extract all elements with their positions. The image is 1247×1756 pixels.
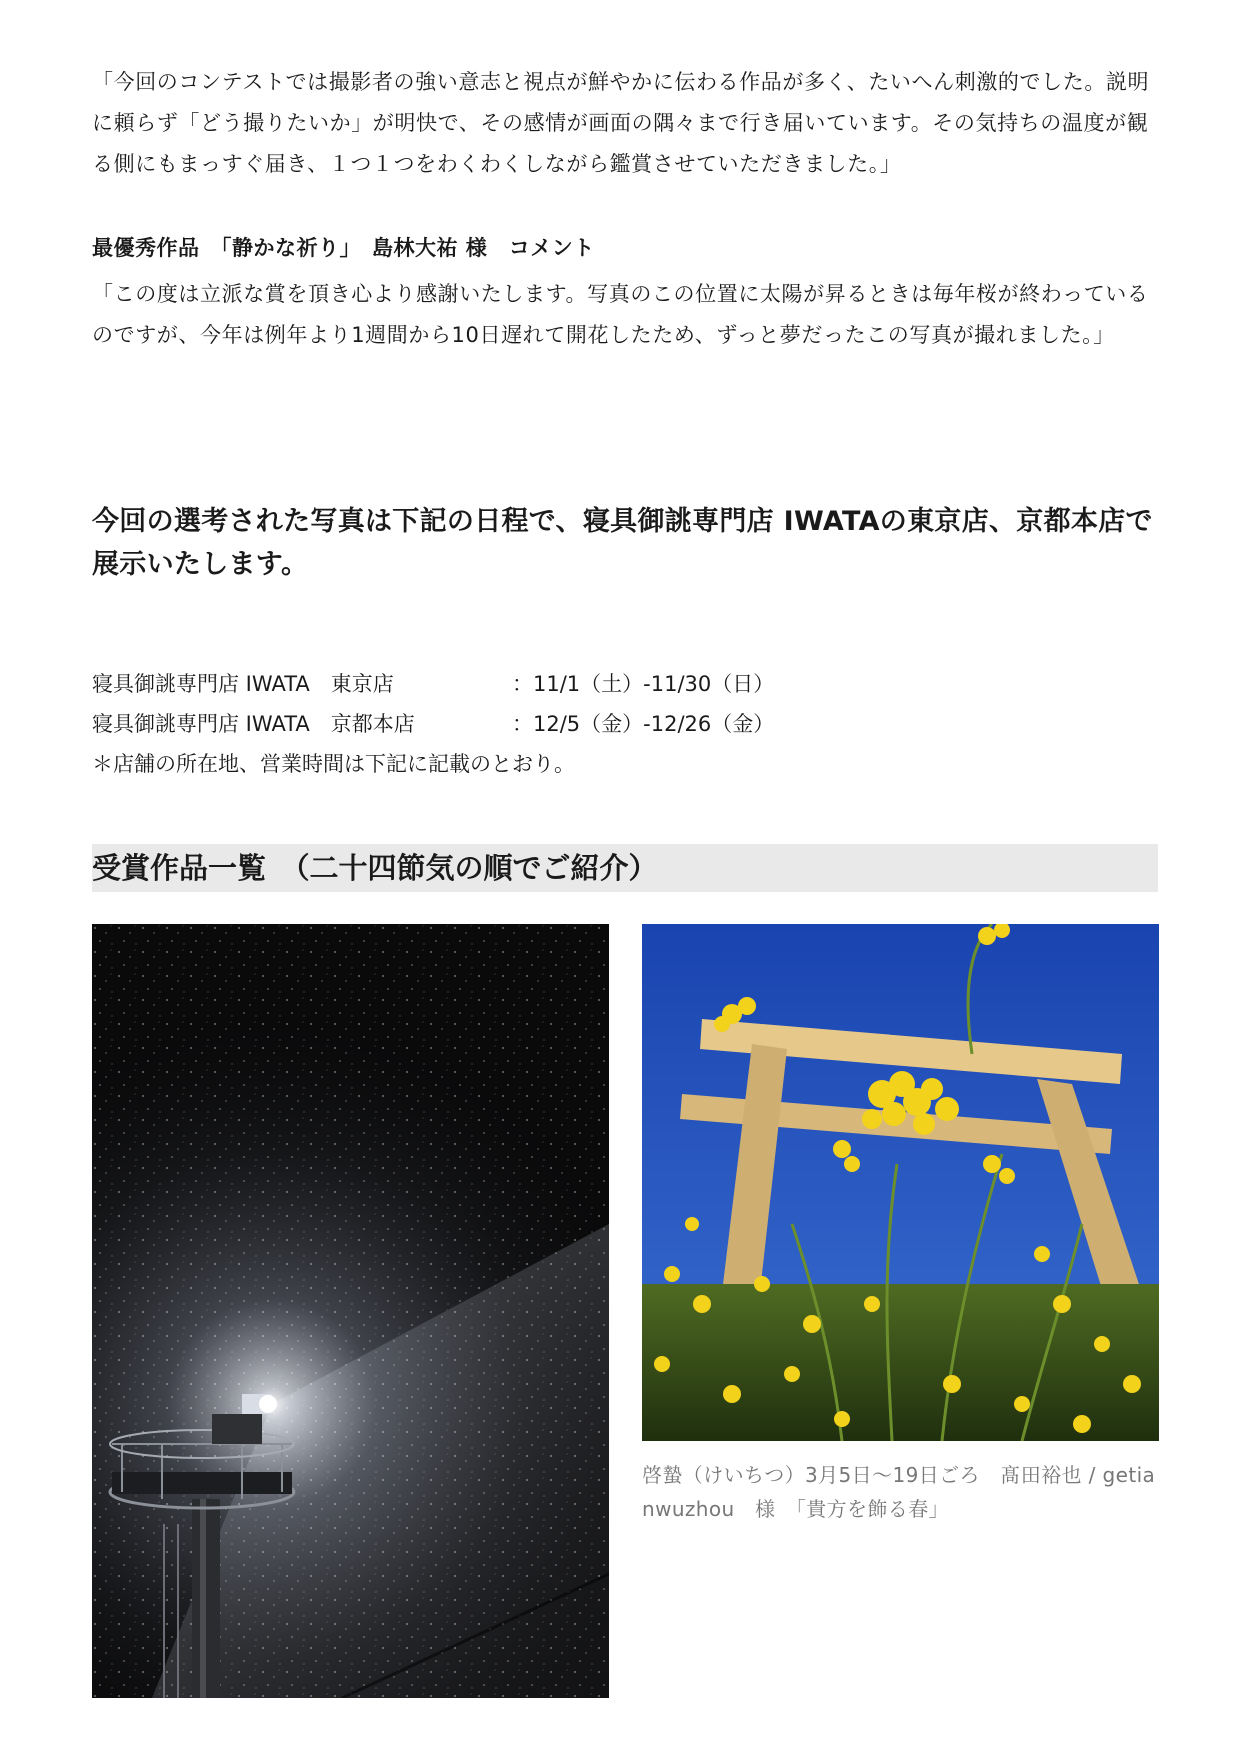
right-photo-caption: 啓蟄（けいちつ）3月5日〜19日ごろ 髙田裕也 / getianwuzhou 様 「貴方を飾る春」 bbox=[642, 1463, 1156, 1521]
exhibition-schedule bbox=[92, 664, 1158, 784]
snow-night-photo bbox=[92, 924, 609, 1698]
schedule-row-tokyo bbox=[92, 664, 1158, 704]
schedule-dates: ：12/5（金）-12/26（金） bbox=[512, 712, 775, 736]
works-list-heading: 受賞作品一覧 （二十四節気の順でご紹介） bbox=[92, 844, 1158, 892]
schedule-dates: ：11/1（土）-11/30（日） bbox=[512, 672, 775, 696]
schedule-row-kyoto bbox=[92, 704, 1158, 744]
award-winner-comment: 「この度は立派な賞を頂き心より感謝いたします。写真のこの位置に太陽が昇るときは毎年桜が終わっているのですが、今年は例年より1週間から10日遅れて開花したため、ずっと夢だったこの写真が撮れました。」 bbox=[92, 282, 1149, 347]
schedule-store: 寝具御誂専門店 IWATA 京都本店 bbox=[92, 712, 415, 736]
award-heading: 最優秀作品 「静かな祈り」 島林大祐 様 コメント bbox=[92, 236, 595, 260]
schedule-note bbox=[92, 744, 1158, 784]
schedule-store: 寝具御誂専門店 IWATA 東京店 bbox=[92, 672, 394, 696]
judge-comment: 「今回のコンテストでは撮影者の強い意志と視点が鮮やかに伝わる作品が多く、たいへん刺激的でした。説明に頼らず「どう撮りたいか」が明快で、その感情が画面の隅々まで行き届いています。その気持ちの温度が観る側にもまっすぐ届き、１つ１つをわくわくしながら鑑賞させていただきました。」 bbox=[92, 70, 1150, 176]
torii-rapeseed-photo bbox=[642, 924, 1159, 1441]
schedule-note-text: ＊店舗の所在地、営業時間は下記に記載のとおり。 bbox=[92, 752, 575, 776]
exhibition-heading: 今回の選考された写真は下記の日程で、寝具御誂専門店 IWATAの東京店、京都本店で展示いたします。 bbox=[92, 506, 1153, 580]
